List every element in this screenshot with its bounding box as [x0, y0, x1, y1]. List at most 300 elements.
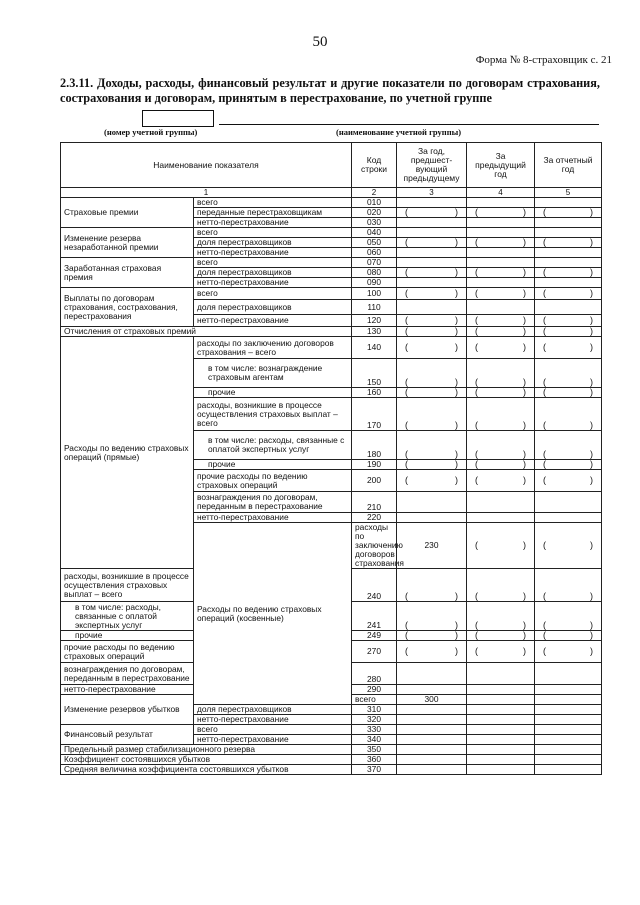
- cell[interactable]: [535, 288, 602, 300]
- cell[interactable]: [397, 300, 467, 315]
- cell[interactable]: [535, 300, 602, 315]
- code-130: 130: [352, 327, 397, 337]
- cell[interactable]: [467, 523, 535, 569]
- table-row: [61, 755, 602, 765]
- paren: (: [405, 288, 408, 298]
- cell[interactable]: [397, 663, 467, 685]
- cell[interactable]: [397, 602, 467, 631]
- paren: ): [590, 315, 593, 325]
- cell[interactable]: [467, 337, 535, 359]
- paren: ): [523, 237, 526, 247]
- code-080: 080: [352, 268, 397, 278]
- paren: (: [543, 630, 546, 640]
- paren: (: [405, 237, 408, 247]
- cell[interactable]: [535, 460, 602, 470]
- cell[interactable]: [467, 663, 535, 685]
- cell[interactable]: [467, 631, 535, 641]
- group-payouts: Выплаты по договорам страхования, сострахования, перестрахования: [61, 288, 194, 327]
- cell[interactable]: [397, 715, 467, 725]
- paren: (: [543, 420, 546, 430]
- paren: ): [523, 315, 526, 325]
- paren: (: [543, 475, 546, 485]
- paren: ): [523, 342, 526, 352]
- paren: ): [590, 237, 593, 247]
- cell[interactable]: [397, 755, 467, 765]
- paren: (: [543, 326, 546, 336]
- code-340: 340: [352, 735, 397, 745]
- paren: ): [590, 475, 593, 485]
- paren: ): [590, 646, 593, 656]
- cell[interactable]: [535, 725, 602, 735]
- cell[interactable]: [535, 198, 602, 208]
- cell[interactable]: [535, 388, 602, 398]
- code-090: 090: [352, 278, 397, 288]
- code-170: 170: [352, 398, 397, 431]
- table-row: [61, 288, 602, 300]
- code-210: 210: [352, 492, 397, 513]
- sub-label: в том числе: расходы, связанные с оплатой экспертных услуг: [194, 431, 352, 460]
- table-row: [61, 258, 602, 268]
- group-deductions: Отчисления от страховых премий: [61, 327, 352, 337]
- group-name-line[interactable]: [219, 124, 599, 125]
- paren: (: [475, 387, 478, 397]
- sub-label: расходы, возникшие в процессе осуществления страховых выплат – всего: [194, 398, 352, 431]
- sub-label: прочие: [194, 460, 352, 470]
- cell[interactable]: [397, 398, 467, 431]
- sub-label: всего: [194, 288, 352, 300]
- paren: (: [405, 646, 408, 656]
- header-prev: За предыдущий год: [467, 143, 535, 188]
- paren: ): [523, 591, 526, 601]
- cell[interactable]: [467, 765, 535, 775]
- cell[interactable]: [535, 327, 602, 337]
- group-number-label: (номер учетной группы): [104, 127, 198, 137]
- cell[interactable]: [535, 492, 602, 513]
- cell[interactable]: [467, 695, 535, 705]
- group-direct: Расходы по ведению страховых операций (прямые): [61, 337, 194, 569]
- cell[interactable]: [397, 388, 467, 398]
- paren: (: [475, 459, 478, 469]
- cell[interactable]: [467, 513, 535, 523]
- section-title: 2.3.11. Доходы, расходы, финансовый результат и другие показатели по договорам страхования, сострахования и договорам, принятым в перестрахование, по учетной группе: [60, 76, 600, 105]
- paren: (: [475, 630, 478, 640]
- group-name-label: (наименование учетной группы): [336, 127, 462, 137]
- paren: ): [455, 342, 458, 352]
- paren: ): [523, 630, 526, 640]
- cell[interactable]: [467, 492, 535, 513]
- cell[interactable]: [467, 248, 535, 258]
- cell[interactable]: [535, 337, 602, 359]
- cell[interactable]: [467, 745, 535, 755]
- code-270: 270: [352, 641, 397, 663]
- cell[interactable]: [535, 278, 602, 288]
- group-earned: Заработанная страховая премия: [61, 258, 194, 288]
- cell[interactable]: [535, 398, 602, 431]
- paren: (: [543, 540, 546, 550]
- paren: (: [543, 459, 546, 469]
- code-330: 330: [352, 725, 397, 735]
- paren: ): [455, 315, 458, 325]
- paren: (: [475, 267, 478, 277]
- sub-label: прочие расходы по ведению страховых операций: [61, 641, 194, 663]
- group-stab-limit: Предельный размер стабилизационного резерва: [61, 745, 352, 755]
- cell[interactable]: [535, 359, 602, 388]
- page-number: 50: [312, 34, 328, 50]
- code-240: 240: [352, 569, 397, 602]
- cell[interactable]: [397, 288, 467, 300]
- col-num-5: 5: [535, 188, 602, 198]
- cell[interactable]: [397, 315, 467, 327]
- code-190: 190: [352, 460, 397, 470]
- cell[interactable]: [397, 327, 467, 337]
- code-020: 020: [352, 208, 397, 218]
- header-name: Наименование показателя: [61, 143, 352, 188]
- code-290: 290: [352, 685, 397, 695]
- cell[interactable]: [467, 460, 535, 470]
- cell[interactable]: [535, 258, 602, 268]
- paren: ): [523, 288, 526, 298]
- paren: (: [543, 342, 546, 352]
- code-360: 360: [352, 755, 397, 765]
- paren: ): [590, 207, 593, 217]
- cell[interactable]: [467, 569, 535, 602]
- paren: ): [590, 620, 593, 630]
- cell[interactable]: [467, 228, 535, 238]
- cell[interactable]: [467, 641, 535, 663]
- cell[interactable]: [397, 765, 467, 775]
- cell[interactable]: [397, 641, 467, 663]
- code-030: 030: [352, 218, 397, 228]
- cell[interactable]: [535, 715, 602, 725]
- paren: (: [543, 288, 546, 298]
- sub-label: прочие расходы по ведению страховых операций: [194, 470, 352, 492]
- cell[interactable]: [397, 705, 467, 715]
- cell[interactable]: [467, 715, 535, 725]
- paren: (: [543, 377, 546, 387]
- paren: (: [475, 288, 478, 298]
- sub-label: нетто-перестрахование: [61, 685, 194, 695]
- cell[interactable]: [467, 725, 535, 735]
- cell[interactable]: [397, 268, 467, 278]
- cell[interactable]: [397, 513, 467, 523]
- cell[interactable]: [467, 238, 535, 248]
- cell[interactable]: [397, 359, 467, 388]
- cell[interactable]: [397, 208, 467, 218]
- cell[interactable]: [535, 431, 602, 460]
- code-010: 010: [352, 198, 397, 208]
- paren: ): [455, 449, 458, 459]
- col-num-2: 2: [352, 188, 397, 198]
- cell[interactable]: [467, 388, 535, 398]
- paren: (: [543, 267, 546, 277]
- code-060: 060: [352, 248, 397, 258]
- cell[interactable]: [467, 685, 535, 695]
- paren: ): [523, 326, 526, 336]
- cell[interactable]: [467, 315, 535, 327]
- cell[interactable]: [535, 470, 602, 492]
- code-300: 300: [397, 695, 467, 705]
- col-num-3: 3: [397, 188, 467, 198]
- cell[interactable]: [535, 641, 602, 663]
- sub-label: нетто-перестрахование: [194, 218, 352, 228]
- table-row: [61, 228, 602, 238]
- cell[interactable]: [467, 705, 535, 715]
- group-number-box[interactable]: [142, 110, 214, 127]
- cell[interactable]: [397, 470, 467, 492]
- cell[interactable]: [467, 359, 535, 388]
- cell[interactable]: [535, 745, 602, 755]
- cell[interactable]: [467, 735, 535, 745]
- group-fin-result: Финансовый результат: [61, 725, 194, 745]
- code-040: 040: [352, 228, 397, 238]
- paren: ): [590, 288, 593, 298]
- paren: (: [405, 377, 408, 387]
- column-numbers-row: [61, 188, 602, 198]
- paren: (: [405, 591, 408, 601]
- cell[interactable]: [467, 288, 535, 300]
- paren: ): [523, 540, 526, 550]
- sub-label: нетто-перестрахование: [194, 735, 352, 745]
- code-180: 180: [352, 431, 397, 460]
- sub-label: нетто-перестрахование: [194, 315, 352, 327]
- sub-label: доля перестраховщиков: [194, 705, 352, 715]
- paren: ): [590, 630, 593, 640]
- paren: (: [543, 207, 546, 217]
- group-premiums: Страховые премии: [61, 198, 194, 228]
- sub-label: в том числе: вознаграждение страховым агентам: [194, 359, 352, 388]
- sub-label: прочие: [194, 388, 352, 398]
- cell[interactable]: [535, 695, 602, 705]
- sub-label: нетто-перестрахование: [194, 715, 352, 725]
- paren: ): [455, 267, 458, 277]
- header-report: За отчетный год: [535, 143, 602, 188]
- sub-label: нетто-перестрахование: [194, 513, 352, 523]
- paren: (: [405, 207, 408, 217]
- paren: (: [475, 342, 478, 352]
- paren: ): [455, 459, 458, 469]
- header-row: [61, 143, 602, 188]
- code-160: 160: [352, 388, 397, 398]
- col-num-1: 1: [61, 188, 352, 198]
- cell[interactable]: [397, 735, 467, 745]
- paren: (: [405, 326, 408, 336]
- cell[interactable]: [535, 569, 602, 602]
- sub-label: нетто-перестрахование: [194, 278, 352, 288]
- cell[interactable]: [467, 470, 535, 492]
- paren: (: [543, 315, 546, 325]
- paren: (: [475, 207, 478, 217]
- cell[interactable]: [535, 248, 602, 258]
- paren: (: [475, 475, 478, 485]
- paren: (: [405, 387, 408, 397]
- paren: (: [475, 377, 478, 387]
- code-140: 140: [352, 337, 397, 359]
- cell[interactable]: [535, 602, 602, 631]
- group-reserve-change: Изменение резерва незаработанной премии: [61, 228, 194, 258]
- cell[interactable]: [467, 755, 535, 765]
- paren: (: [543, 387, 546, 397]
- cell[interactable]: [397, 631, 467, 641]
- cell[interactable]: [397, 258, 467, 268]
- sub-label: вознаграждения по договорам, переданным в перестрахование: [194, 492, 352, 513]
- header-code: Код строки: [352, 143, 397, 188]
- table-row: [61, 198, 602, 208]
- code-370: 370: [352, 765, 397, 775]
- paren: ): [455, 237, 458, 247]
- paren: ): [523, 207, 526, 217]
- paren: (: [543, 449, 546, 459]
- paren: (: [475, 620, 478, 630]
- cell[interactable]: [535, 268, 602, 278]
- paren: (: [405, 630, 408, 640]
- paren: ): [523, 377, 526, 387]
- cell[interactable]: [535, 765, 602, 775]
- sub-label: доля перестраховщиков: [194, 300, 352, 315]
- code-350: 350: [352, 745, 397, 755]
- code-200: 200: [352, 470, 397, 492]
- code-249: 249: [352, 631, 397, 641]
- cell[interactable]: [467, 208, 535, 218]
- table-row: [61, 337, 602, 359]
- sub-label: вознаграждения по договорам, переданным в перестрахование: [61, 663, 194, 685]
- paren: ): [590, 387, 593, 397]
- cell[interactable]: [535, 228, 602, 238]
- cell[interactable]: [535, 755, 602, 765]
- cell[interactable]: [467, 602, 535, 631]
- paren: ): [523, 459, 526, 469]
- form-label: Форма № 8-страховщик с. 21: [475, 54, 612, 66]
- cell[interactable]: [397, 569, 467, 602]
- cell[interactable]: [397, 238, 467, 248]
- cell[interactable]: [535, 315, 602, 327]
- cell[interactable]: [467, 278, 535, 288]
- cell[interactable]: [467, 258, 535, 268]
- cell[interactable]: [535, 513, 602, 523]
- sub-label: всего: [194, 228, 352, 238]
- paren: ): [455, 591, 458, 601]
- paren: ): [523, 646, 526, 656]
- cell[interactable]: [467, 198, 535, 208]
- paren: (: [475, 420, 478, 430]
- cell[interactable]: [535, 523, 602, 569]
- cell[interactable]: [397, 431, 467, 460]
- paren: ): [590, 342, 593, 352]
- paren: (: [405, 459, 408, 469]
- paren: (: [405, 449, 408, 459]
- code-050: 050: [352, 238, 397, 248]
- group-loss-coef: Коэффициент состоявшихся убытков: [61, 755, 352, 765]
- cell[interactable]: [397, 228, 467, 238]
- code-110: 110: [352, 300, 397, 315]
- paren: ): [523, 620, 526, 630]
- cell[interactable]: [397, 745, 467, 755]
- cell[interactable]: [535, 735, 602, 745]
- cell[interactable]: [467, 218, 535, 228]
- cell[interactable]: [535, 218, 602, 228]
- cell[interactable]: [397, 685, 467, 695]
- paren: (: [475, 591, 478, 601]
- sub-label: в том числе: расходы, связанные с оплатой экспертных услуг: [61, 602, 194, 631]
- cell[interactable]: [535, 685, 602, 695]
- cell[interactable]: [467, 268, 535, 278]
- table-row: [61, 765, 602, 775]
- paren: ): [590, 591, 593, 601]
- cell[interactable]: [397, 198, 467, 208]
- cell[interactable]: [467, 431, 535, 460]
- paren: ): [590, 540, 593, 550]
- code-120: 120: [352, 315, 397, 327]
- cell[interactable]: [467, 300, 535, 315]
- sub-label: прочие: [61, 631, 194, 641]
- cell[interactable]: [397, 725, 467, 735]
- cell[interactable]: [535, 208, 602, 218]
- cell[interactable]: [397, 278, 467, 288]
- code-150: 150: [352, 359, 397, 388]
- header-prev-prev: За год, предшест-вующий предыдущему: [397, 143, 467, 188]
- paren: ): [455, 475, 458, 485]
- group-loss-reserve: Изменение резервов убытков: [61, 695, 194, 725]
- sub-label: переданные перестраховщикам: [194, 208, 352, 218]
- sub-label: нетто-перестрахование: [194, 248, 352, 258]
- cell[interactable]: [535, 631, 602, 641]
- paren: (: [405, 620, 408, 630]
- paren: (: [543, 620, 546, 630]
- code-230: 230: [397, 523, 467, 569]
- paren: (: [405, 475, 408, 485]
- paren: ): [590, 459, 593, 469]
- cell[interactable]: [397, 218, 467, 228]
- sub-label: расходы по заключению договоров страхования: [352, 523, 397, 569]
- code-241: 241: [352, 602, 397, 631]
- paren: ): [455, 620, 458, 630]
- paren: ): [590, 267, 593, 277]
- sub-label: всего: [194, 258, 352, 268]
- table-row: [61, 725, 602, 735]
- table-row: [61, 327, 602, 337]
- cell[interactable]: [467, 327, 535, 337]
- sub-label: доля перестраховщиков: [194, 268, 352, 278]
- paren: ): [455, 630, 458, 640]
- paren: ): [523, 387, 526, 397]
- cell[interactable]: [535, 663, 602, 685]
- paren: (: [543, 237, 546, 247]
- paren: ): [590, 326, 593, 336]
- paren: ): [455, 387, 458, 397]
- cell[interactable]: [535, 238, 602, 248]
- cell[interactable]: [397, 492, 467, 513]
- cell[interactable]: [397, 248, 467, 258]
- paren: ): [455, 207, 458, 217]
- cell[interactable]: [467, 398, 535, 431]
- paren: ): [455, 326, 458, 336]
- group-avg-coef: Средняя величина коэффициента состоявшихся убытков: [61, 765, 352, 775]
- paren: (: [405, 420, 408, 430]
- sub-label: расходы по заключению договоров страхования – всего: [194, 337, 352, 359]
- code-280: 280: [352, 663, 397, 685]
- sub-label: всего: [352, 695, 397, 705]
- sub-label: всего: [194, 725, 352, 735]
- paren: (: [543, 646, 546, 656]
- paren: ): [590, 449, 593, 459]
- paren: (: [475, 326, 478, 336]
- code-320: 320: [352, 715, 397, 725]
- paren: ): [455, 646, 458, 656]
- paren: ): [523, 449, 526, 459]
- cell[interactable]: [397, 460, 467, 470]
- paren: (: [405, 267, 408, 277]
- cell[interactable]: [397, 337, 467, 359]
- cell[interactable]: [535, 705, 602, 715]
